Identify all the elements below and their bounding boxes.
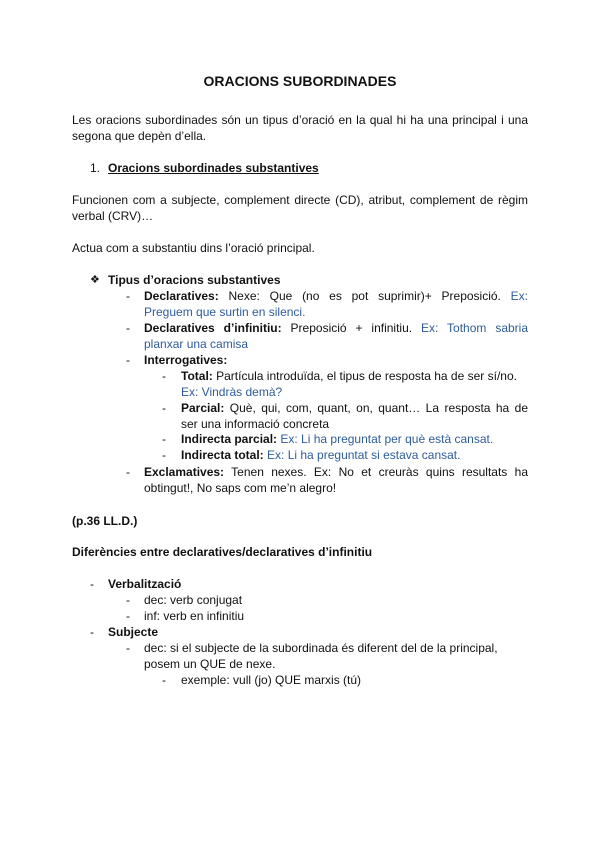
declaratives-example-2: Preguem que surtin en silenci. [144, 305, 306, 319]
dec-subject-text-2: posem un QUE de nexe. [144, 657, 276, 671]
indirect-total-example: Ex: Li ha preguntat si estava cansat. [263, 448, 461, 462]
declaratives-inf-text: Preposició + infinitiu. [281, 321, 422, 335]
exclamatives-line-1 [144, 464, 528, 480]
total-label: Total: [181, 369, 213, 383]
dash-bullet: - [162, 369, 166, 383]
dec-subject-text-1: dec: si el subjecte de la subordinada és diferent del de la principal, [144, 641, 498, 655]
declaratives-line-1 [144, 288, 528, 304]
parcial-text-2: ser una informació concreta [181, 417, 330, 431]
dash-bullet: - [126, 609, 130, 623]
declaratives-inf-line-1 [144, 320, 528, 336]
verbalization-label: Verbalització [108, 577, 182, 591]
dash-bullet: - [90, 625, 94, 639]
total-example: Ex: Vindràs demà? [181, 385, 283, 399]
dash-bullet: - [126, 641, 130, 655]
dash-bullet: - [162, 673, 166, 687]
intro-paragraph: Les oracions subordinades són un tipus d’oració en la qual hi ha una principal i una segona que depèn d’ella. [72, 113, 528, 143]
page-reference: (p.36 LL.D.) [72, 514, 138, 528]
declaratives-label: Declaratives: [144, 289, 219, 303]
parcial-label: Parcial: [181, 401, 225, 415]
declaratives-inf-example-1: Ex: Tothom sabria [421, 321, 529, 335]
dash-bullet: - [162, 401, 166, 415]
functions-paragraph: Funcionen com a subjecte, complement directe (CD), atribut, complement de règim verbal (CRV)… [72, 193, 528, 223]
section-number: 1. [90, 161, 101, 175]
total-line [181, 368, 517, 384]
subject-label: Subjecte [108, 625, 159, 639]
differences-heading: Diferències entre declaratives/declaratives d’infinitiu [72, 545, 373, 559]
parcial-text-1: Què, qui, com, quant, on, quant… La resposta ha de [224, 401, 528, 415]
indirect-total-label: Indirecta total: [181, 448, 264, 462]
exclamatives-text-2: obtingut!, No saps com me’n alegro! [144, 481, 337, 495]
dash-bullet: - [126, 321, 130, 335]
declaratives-inf-label: Declaratives d’infinitiu: [144, 321, 282, 335]
dash-bullet: - [126, 353, 130, 367]
dash-bullet: - [162, 432, 166, 446]
inf-verb-text: inf: verb en infinitiu [144, 609, 245, 623]
dash-bullet: - [126, 289, 130, 303]
interrogatives-label: Interrogatives: [144, 353, 228, 367]
acts-paragraph: Actua com a substantiu dins l’oració principal. [72, 241, 315, 255]
indirect-partial-example: Ex: Li ha preguntat per què està cansat. [277, 432, 494, 446]
declaratives-inf-example-2: planxar una camisa [144, 337, 249, 351]
types-heading: Tipus d’oracions substantives [108, 273, 281, 287]
indirect-partial-label: Indirecta parcial: [181, 432, 278, 446]
dash-bullet: - [126, 593, 130, 607]
indirect-partial-line [181, 431, 493, 447]
section-title: Oracions subordinades substantives [108, 161, 319, 175]
declaratives-example-1: Ex: [510, 289, 528, 303]
dash-bullet: - [162, 448, 166, 462]
exclamatives-label: Exclamatives: [144, 465, 225, 479]
indirect-total-line [181, 447, 460, 463]
diamond-bullet-icon: ❖ [90, 274, 100, 286]
total-text: Partícula introduïda, el tipus de resposta ha de ser sí/no. [212, 369, 517, 383]
exclamatives-text-1: Tenen nexes. Ex: No et creuràs quins resultats ha [224, 465, 528, 479]
dec-verb-text: dec: verb conjugat [144, 593, 243, 607]
declaratives-text: Nexe: Que (no es pot suprimir)+ Preposició. [218, 289, 511, 303]
parcial-line-1 [181, 400, 528, 416]
example-text: exemple: vull (jo) QUE marxis (tú) [181, 673, 362, 687]
dash-bullet: - [126, 465, 130, 479]
dash-bullet: - [90, 577, 94, 591]
page-title: ORACIONS SUBORDINADES [203, 73, 397, 89]
